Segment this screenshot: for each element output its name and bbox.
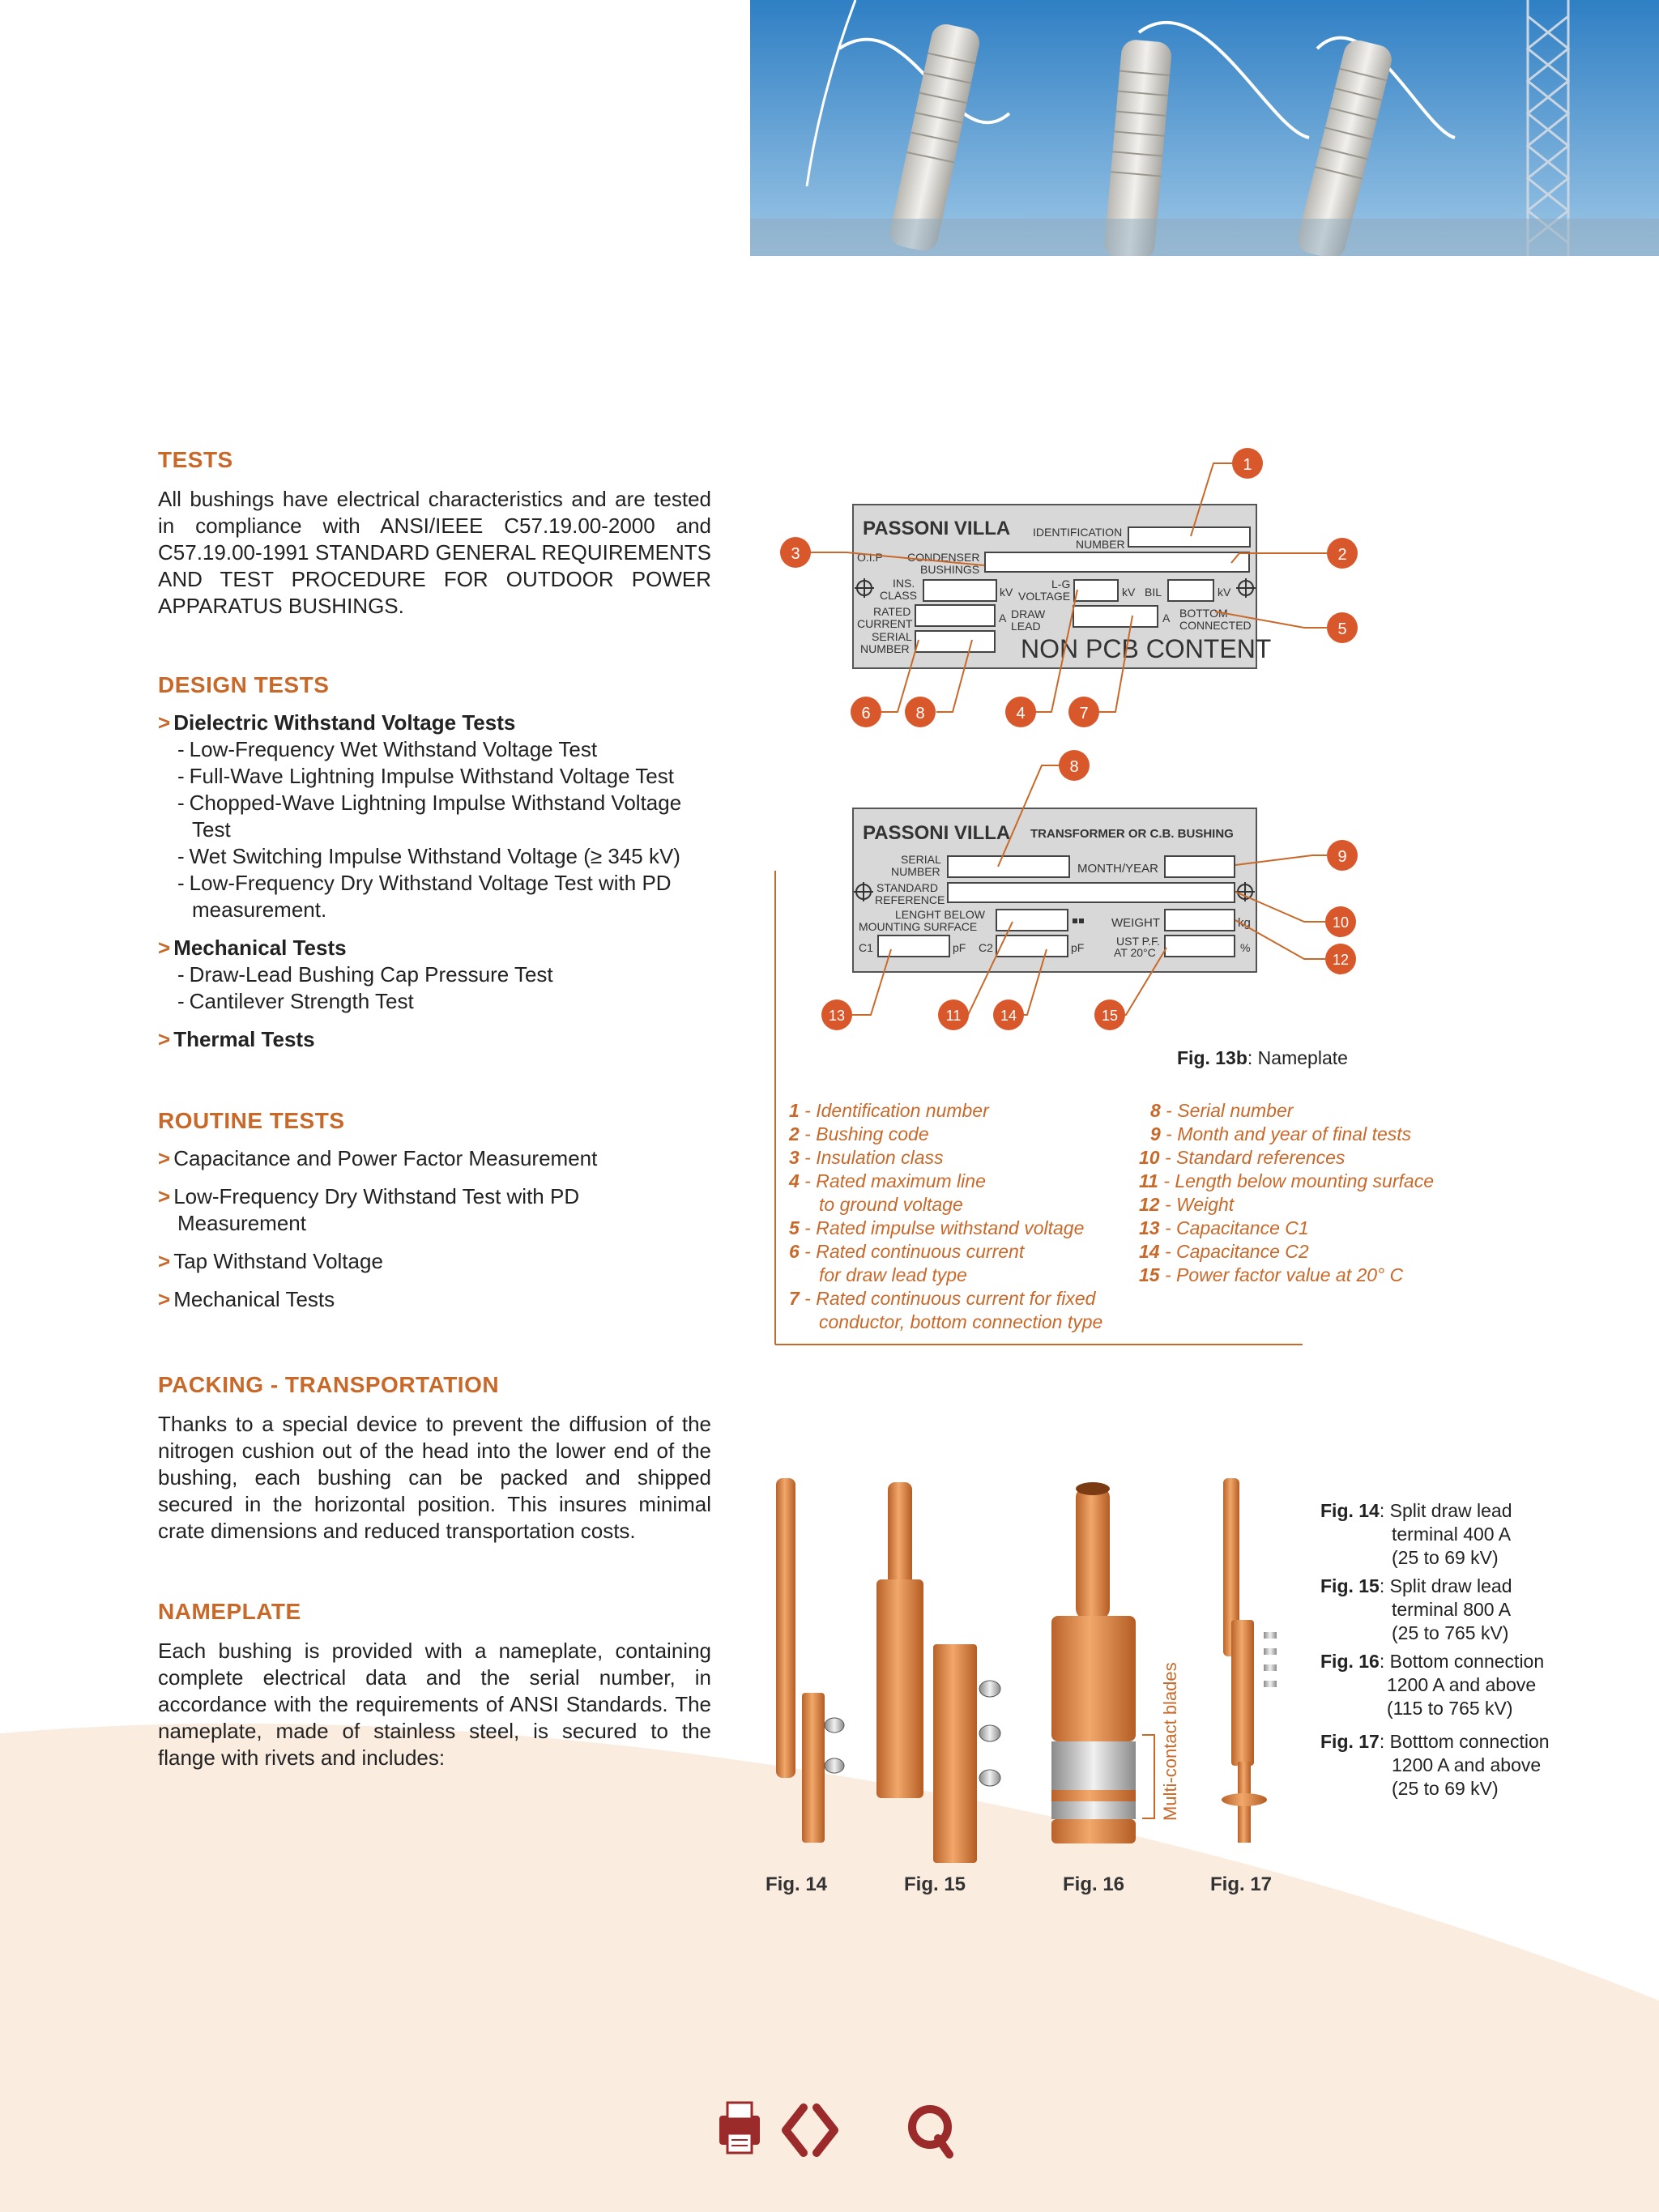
- tests-body: All bushings have electrical characteristics and are tested in compliance with ANSI/IEEE C57.19.00-2000 and C57.19.00-1991 STANDARD GENERAL REQUIREMENTS AND TEST PROCEDURE FOR OUTDOOR POWER APPARATUS BUSHINGS.: [158, 487, 711, 618]
- plate1-brand: PASSONI VILLA: [863, 518, 1011, 539]
- svg-text:kV: kV: [1000, 586, 1013, 599]
- svg-text:A: A: [1162, 612, 1171, 624]
- thermal-group: [158, 1026, 711, 1053]
- list-item: - Low-Frequency Wet Withstand Voltage Test: [177, 737, 598, 761]
- svg-text:A: A: [999, 612, 1007, 624]
- legend-item: 12 - Weight: [1139, 1194, 1235, 1215]
- legend-item: conductor, bottom connection type: [819, 1311, 1103, 1332]
- fig16-terminal: [1051, 1482, 1180, 1843]
- svg-text:12: 12: [1332, 952, 1350, 968]
- svg-text:10: 10: [1332, 914, 1350, 931]
- svg-text:13: 13: [828, 1008, 846, 1024]
- nameplate-section: [158, 1599, 711, 1771]
- thermal-head: > Thermal Tests: [158, 1027, 315, 1051]
- svg-text:STANDARD: STANDARD: [876, 881, 938, 894]
- svg-text:LENGHT BELOW: LENGHT BELOW: [895, 908, 985, 921]
- legend-item: to ground voltage: [819, 1194, 963, 1215]
- legend-item: 14 - Capacitance C2: [1139, 1241, 1309, 1262]
- packing-heading: PACKING - TRANSPORTATION: [158, 1372, 500, 1397]
- list-item: - Chopped-Wave Lightning Impulse Withstand Voltage: [177, 791, 682, 815]
- legend-left: [789, 1099, 1102, 1334]
- non-pcb-label: NON PCB CONTENT: [1021, 634, 1272, 663]
- svg-text:kg: kg: [1238, 916, 1251, 930]
- fig13b-caption: Fig. 13b: Nameplate: [1177, 1047, 1348, 1068]
- fig15-terminal: [876, 1482, 1000, 1863]
- legend-item: 8 - Serial number: [1150, 1100, 1294, 1121]
- list-item: > Tap Withstand Voltage: [158, 1249, 383, 1273]
- svg-text:CURRENT: CURRENT: [857, 617, 913, 630]
- dielectric-head: > Dielectric Withstand Voltage Tests: [158, 710, 516, 735]
- svg-text:DRAW: DRAW: [1011, 607, 1046, 620]
- svg-text:15: 15: [1101, 1008, 1119, 1024]
- list-item: - Low-Frequency Dry Withstand Voltage Test with PD: [177, 871, 672, 895]
- svg-text:4: 4: [1016, 705, 1026, 722]
- svg-text:NUMBER: NUMBER: [1076, 538, 1125, 551]
- svg-text:LEAD: LEAD: [1011, 620, 1041, 633]
- svg-text:CONDENSER: CONDENSER: [907, 551, 980, 564]
- routine-list: [158, 1145, 711, 1313]
- svg-text:5: 5: [1337, 620, 1347, 638]
- design-tests-section: [158, 672, 711, 1053]
- svg-text:INS.: INS.: [893, 577, 915, 590]
- fig15-label: Fig. 15: [904, 1873, 966, 1895]
- svg-text:BUSHINGS: BUSHINGS: [920, 563, 980, 576]
- legend-item: 2 - Bushing code: [789, 1123, 929, 1144]
- mechanical-group: [158, 935, 711, 1015]
- svg-text:7: 7: [1079, 705, 1089, 722]
- svg-text:3: 3: [791, 545, 800, 563]
- routine-tests-heading: ROUTINE TESTS: [158, 1108, 345, 1133]
- design-tests-heading: DESIGN TESTS: [158, 672, 330, 697]
- bottom-nav: [713, 2098, 956, 2167]
- legend-item: 10 - Standard references: [1139, 1147, 1346, 1168]
- fig17-terminal: [1222, 1478, 1277, 1843]
- svg-text:8: 8: [1069, 758, 1079, 776]
- list-item: > Low-Frequency Dry Withstand Test with PD: [158, 1184, 580, 1208]
- svg-text:REFERENCE: REFERENCE: [875, 893, 945, 906]
- svg-text:RATED: RATED: [873, 605, 911, 618]
- mechanical-head: > Mechanical Tests: [158, 936, 347, 960]
- fig17-caption: Fig. 17: Botttom connection 1200 A and above (25 to 69 kV): [1320, 1731, 1550, 1799]
- svg-text:BIL: BIL: [1145, 586, 1162, 599]
- legend-item: 3 - Insulation class: [789, 1147, 944, 1168]
- legend-item: 6 - Rated continuous current: [789, 1241, 1025, 1262]
- svg-text:kV: kV: [1218, 586, 1231, 599]
- svg-text:VOLTAGE: VOLTAGE: [1018, 590, 1071, 603]
- legend-item: 1 - Identification number: [789, 1100, 989, 1121]
- svg-text:MOUNTING SURFACE: MOUNTING SURFACE: [859, 920, 978, 933]
- svg-text:9: 9: [1337, 848, 1347, 866]
- next-icon[interactable]: [817, 2108, 834, 2153]
- svg-text:CONNECTED: CONNECTED: [1179, 619, 1252, 632]
- svg-text:1: 1: [1243, 456, 1252, 474]
- svg-text:BOTTOM: BOTTOM: [1179, 607, 1228, 620]
- legend-item: 9 - Month and year of final tests: [1150, 1123, 1412, 1144]
- search-icon[interactable]: [912, 2109, 949, 2154]
- nameplate-body: Each bushing is provided with a nameplate, containing complete electrical data and the serial number, in accordance with the requirements of ANSI Standards. The nameplate, made of stainless steel, is secured to the flange with rivets and includes:: [158, 1639, 711, 1770]
- fig16-caption: Fig. 16: Bottom connection 1200 A and above (115 to 765 kV): [1320, 1651, 1545, 1719]
- svg-text:SERIAL: SERIAL: [901, 853, 941, 866]
- svg-text:NUMBER: NUMBER: [891, 865, 940, 878]
- routine-tests-section: [158, 1108, 711, 1313]
- list-item: - Cantilever Strength Test: [177, 989, 414, 1013]
- svg-text:WEIGHT: WEIGHT: [1111, 916, 1160, 930]
- svg-text:2: 2: [1337, 546, 1347, 564]
- legend-item: 7 - Rated continuous current for fixed: [789, 1288, 1096, 1309]
- svg-text:NUMBER: NUMBER: [860, 642, 910, 655]
- prev-icon[interactable]: [786, 2108, 804, 2153]
- svg-text:SERIAL: SERIAL: [872, 630, 912, 643]
- multi-contact-label: Multi-contact blades: [1160, 1662, 1180, 1821]
- svg-text:C2: C2: [979, 941, 993, 954]
- tests-heading: TESTS: [158, 447, 233, 472]
- svg-text:6: 6: [861, 705, 871, 722]
- packing-body: Thanks to a special device to prevent the diffusion of the nitrogen cushion out of the head into the lower end of the bushing, each bushing can be packed and shipped secured in the horizontal position. This insures minimal crate dimensions and reduced transportation costs.: [158, 1412, 711, 1543]
- legend-item: 13 - Capacitance C1: [1139, 1217, 1309, 1238]
- svg-text:%: %: [1240, 941, 1251, 954]
- header-photo: [750, 0, 1659, 256]
- list-item-continuation: measurement.: [192, 897, 327, 922]
- list-item-continuation: Measurement: [177, 1211, 306, 1235]
- nameplate-heading: NAMEPLATE: [158, 1599, 301, 1624]
- svg-text:pF: pF: [1071, 941, 1085, 954]
- svg-text:C1: C1: [859, 941, 873, 954]
- svg-text:kV: kV: [1122, 586, 1136, 599]
- svg-text:MONTH/YEAR: MONTH/YEAR: [1077, 862, 1159, 876]
- svg-text:O.I.P: O.I.P: [857, 551, 883, 564]
- fig16-label: Fig. 16: [1063, 1873, 1125, 1895]
- legend-item: 4 - Rated maximum line: [789, 1170, 986, 1191]
- fig15-caption: Fig. 15: Split draw lead terminal 800 A (25 to 765 kV): [1320, 1575, 1512, 1643]
- list-item: > Capacitance and Power Factor Measurement: [158, 1146, 598, 1170]
- terminals-illustration: [753, 1458, 1312, 1871]
- print-icon[interactable]: [719, 2103, 760, 2153]
- legend-item: 11 - Length below mounting surface: [1139, 1170, 1434, 1191]
- list-item-continuation: Test: [192, 817, 231, 842]
- list-item: > Mechanical Tests: [158, 1287, 335, 1311]
- nameplate-1: [853, 505, 1271, 668]
- list-item: - Wet Switching Impulse Withstand Voltage (≥ 345 kV): [177, 844, 680, 868]
- svg-text:8: 8: [915, 705, 925, 722]
- fig14-terminal: [776, 1478, 844, 1843]
- list-item: - Full-Wave Lightning Impulse Withstand Voltage Test: [177, 764, 674, 788]
- svg-text:14: 14: [1000, 1008, 1017, 1024]
- fig14-caption: Fig. 14: Split draw lead terminal 400 A (25 to 69 kV): [1320, 1500, 1512, 1568]
- plate2-brand: PASSONI VILLA: [863, 822, 1011, 844]
- legend-item: 15 - Power factor value at 20° C: [1139, 1264, 1404, 1285]
- svg-text:CLASS: CLASS: [880, 589, 917, 602]
- svg-text:L-G: L-G: [1051, 578, 1071, 590]
- nameplate-2: [853, 808, 1256, 972]
- svg-text:AT 20°C: AT 20°C: [1114, 946, 1156, 959]
- svg-text:IDENTIFICATION: IDENTIFICATION: [1033, 526, 1123, 539]
- svg-text:pF: pF: [953, 941, 966, 954]
- fig17-label: Fig. 17: [1210, 1873, 1273, 1895]
- legend-item: for draw lead type: [819, 1264, 967, 1285]
- list-item: - Draw-Lead Bushing Cap Pressure Test: [177, 962, 553, 987]
- fig14-label: Fig. 14: [766, 1873, 828, 1895]
- dielectric-group: [158, 710, 711, 923]
- svg-text:UST P.F.: UST P.F.: [1116, 935, 1160, 948]
- svg-text:TRANSFORMER OR C.B. BUSHING: TRANSFORMER OR C.B. BUSHING: [1030, 827, 1234, 841]
- tests-section: [158, 447, 711, 620]
- legend-right: [1139, 1099, 1434, 1287]
- packing-section: [158, 1372, 711, 1545]
- legend-item: 5 - Rated impulse withstand voltage: [789, 1217, 1085, 1238]
- svg-text:11: 11: [945, 1008, 962, 1024]
